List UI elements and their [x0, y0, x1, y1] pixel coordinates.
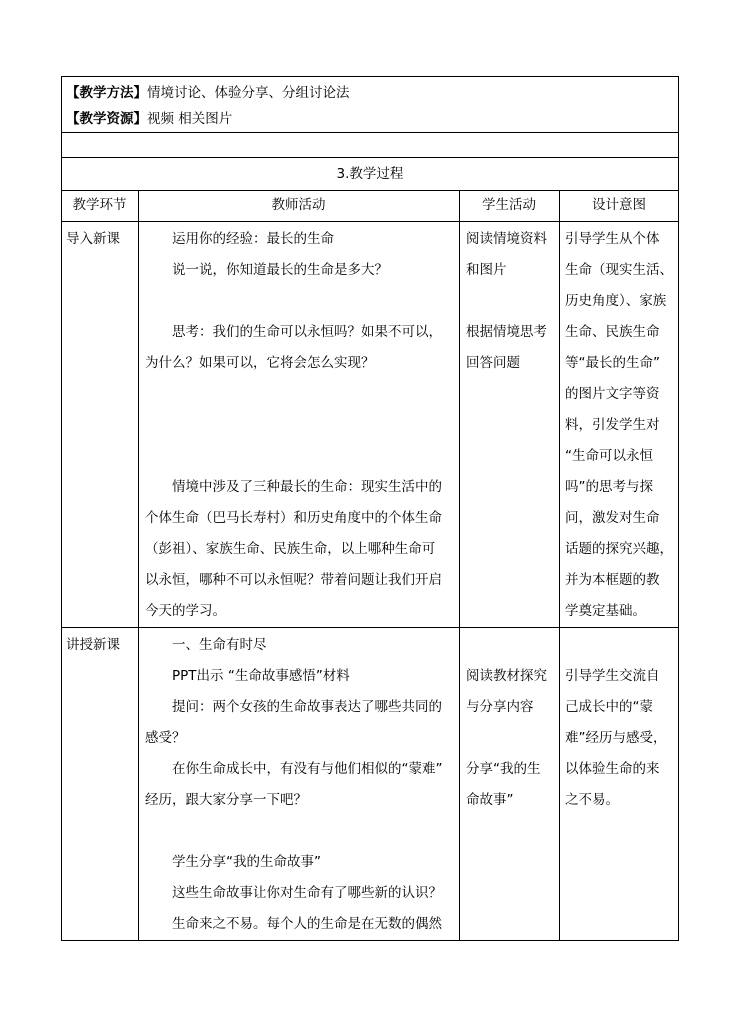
teacher-line: 个体生命（巴马长寿村）和历史角度中的个体生命	[145, 510, 442, 526]
student-line: 和图片	[466, 262, 507, 278]
divider	[61, 627, 679, 628]
column-header-student: 学生活动	[482, 197, 536, 213]
teacher-line: 提问：两个女孩的生命故事表达了哪些共同的	[172, 699, 442, 715]
student-activity-cell	[466, 224, 558, 379]
intent-line: 的图片文字等资	[565, 386, 660, 402]
teaching-resource-value: 视频 相关图片	[147, 111, 233, 127]
intent-line: 生命（现实生活、	[565, 262, 673, 278]
teacher-line: （彭祖）、家族生命、民族生命，以上哪种生命可	[145, 541, 436, 557]
student-line: 根据情境思考	[466, 324, 547, 340]
intent-line: 吗”的思考与探	[565, 479, 653, 495]
section-title: 3.教学过程	[336, 166, 404, 182]
teacher-line: 今天的学习。	[145, 603, 226, 619]
teaching-method-label: 【教学方法】	[66, 85, 147, 101]
divider	[61, 132, 679, 133]
column-header-teacher: 教师活动	[271, 197, 326, 213]
teacher-line: PPT出示 “生命故事感悟”材料	[172, 668, 350, 684]
teacher-line	[145, 441, 455, 472]
student-line	[466, 630, 558, 661]
student-line: 命故事”	[466, 792, 514, 808]
student-line: 与分享内容	[466, 699, 534, 715]
teaching-resource-line	[66, 106, 232, 132]
teaching-method-line	[66, 80, 350, 106]
intent-line: 引导学生从个体	[565, 231, 660, 247]
teacher-line: 情境中涉及了三种最长的生命：现实生活中的	[172, 479, 442, 495]
teacher-line: 在你生命成长中，有没有与他们相似的“蒙难”	[172, 761, 443, 777]
intent-line: 难”经历与感受，	[565, 730, 667, 746]
teaching-method-value: 情境讨论、体验分享、分组讨论法	[147, 85, 350, 101]
intent-line: 引导学生交流自	[565, 668, 660, 684]
teacher-line: 思考：我们的生命可以永恒吗？如果不可以，	[172, 324, 442, 340]
intent-line: 之不易。	[565, 792, 619, 808]
divider	[61, 221, 679, 222]
design-intent-cell	[565, 224, 677, 627]
column-header-intent: 设计意图	[592, 197, 646, 213]
student-line: 回答问题	[466, 355, 520, 371]
teacher-line: 为什么？如果可以，它将会怎么实现？	[145, 355, 375, 371]
intent-line: 己成长中的“蒙	[565, 699, 653, 715]
teacher-activity-cell	[145, 224, 455, 627]
teacher-line	[145, 379, 455, 410]
teacher-line: 运用你的经验：最长的生命	[172, 231, 334, 247]
stage-cell: 导入新课	[66, 231, 120, 247]
intent-line: 问，激发对生命	[565, 510, 660, 526]
column-divider	[138, 190, 139, 941]
teacher-line	[145, 410, 455, 441]
teacher-activity-cell	[145, 630, 455, 940]
design-intent-cell	[565, 661, 677, 816]
column-header-stage: 教学环节	[72, 197, 127, 213]
student-line	[466, 723, 558, 754]
column-divider	[459, 190, 460, 941]
intent-line: 并为本框题的教	[565, 572, 660, 588]
teacher-line: 以永恒，哪种不可以永恒呢？带着问题让我们开启	[145, 572, 442, 588]
teacher-line: 经历，跟大家分享一下吧？	[145, 792, 307, 808]
student-line: 分享“我的生	[466, 761, 541, 777]
teacher-line: 这些生命故事让你对生命有了哪些新的认识？	[172, 885, 442, 901]
teacher-line: 感受？	[145, 730, 186, 746]
stage-cell: 讲授新课	[66, 637, 120, 653]
intent-line: “生命可以永恒	[565, 448, 653, 464]
intent-line: 话题的探究兴趣，	[565, 541, 673, 557]
column-divider	[559, 190, 560, 941]
teacher-line: 说一说，你知道最长的生命是多大？	[172, 262, 388, 278]
teacher-line	[145, 816, 455, 847]
student-line: 阅读情境资料	[466, 231, 547, 247]
student-line: 阅读教材探究	[466, 668, 547, 684]
intent-line: 历史角度）、家族	[565, 293, 667, 309]
teacher-line: 生命来之不易。每个人的生命是在无数的偶然	[172, 916, 442, 932]
intent-line: 等“最长的生命”	[565, 355, 660, 371]
intent-line: 生命、民族生命	[565, 324, 660, 340]
teacher-line: 学生分享“我的生命故事”	[172, 854, 321, 870]
intent-line: 学奠定基础。	[565, 603, 646, 619]
student-line	[466, 286, 558, 317]
teaching-resource-label: 【教学资源】	[66, 111, 147, 127]
teacher-line	[145, 286, 455, 317]
intent-line: 料，引发学生对	[565, 417, 660, 433]
intent-line: 以体验生命的来	[565, 761, 660, 777]
student-activity-cell	[466, 630, 558, 816]
teacher-line: 一、生命有时尽	[172, 637, 267, 653]
